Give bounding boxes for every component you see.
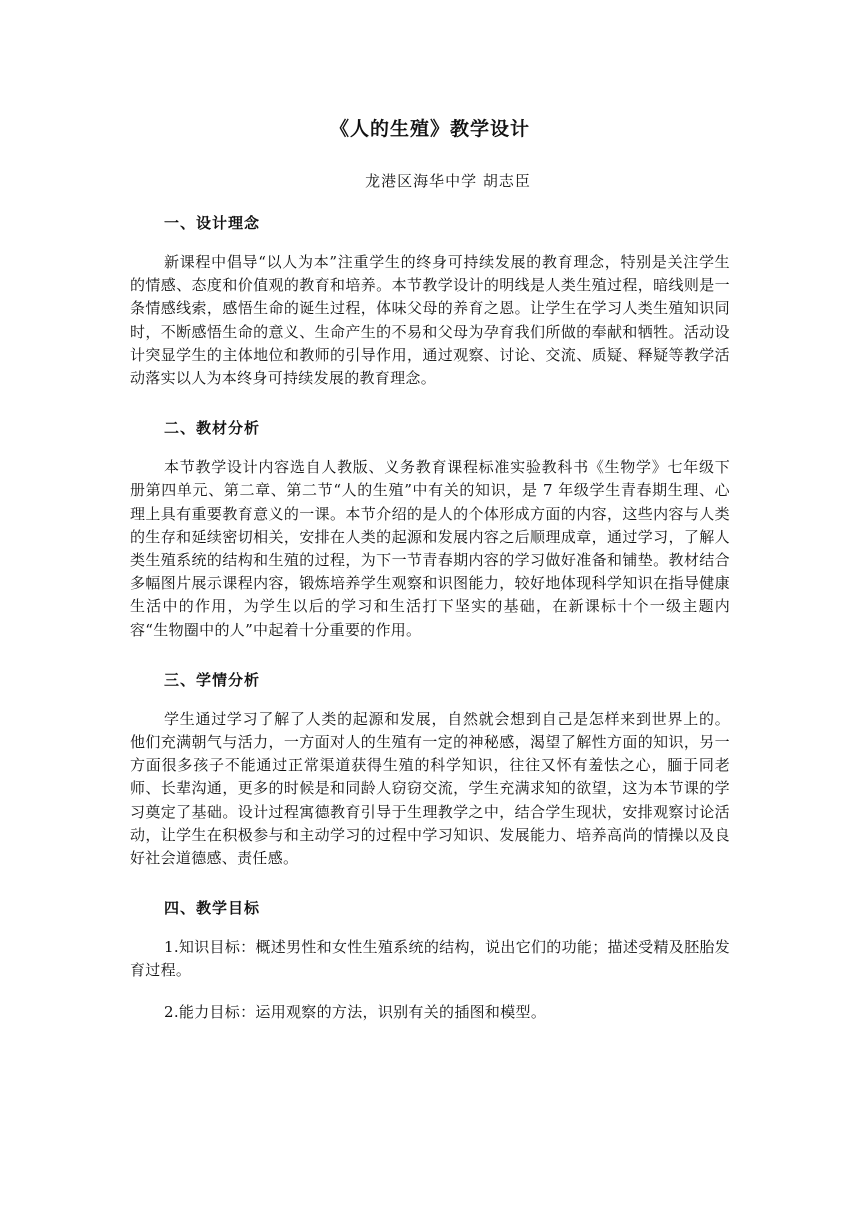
section-heading-design-concept: 一、设计理念 [164, 214, 261, 232]
section-paragraph: 学生通过学习了解了人类的起源和发展，自然就会想到自己是怎样来到世界上的。他们充满朝气与活力，一方面对人的生殖有一定的神秘感，渴望了解性方面的知识，另一方面很多孩子不能通过正常渠道获得生殖的科学知识，往往又怀有羞怯之心，腼于同老师、长辈沟通，更多的时候是和同龄人窃窃交流，学生充满求知的欲望，这为本节课的学习奠定了基础。设计过程寓德教育引导于生理教学之中，结合学生现状，安排观察讨论活动，让学生在积极参与和主动学习的过程中学习知识、发展能力、培养高尚的情操以及良好社会道德感、责任感。 [130, 709, 730, 868]
section-paragraph: 新课程中倡导“以人为本”注重学生的终身可持续发展的教育理念，特别是关注学生的情感、态度和价值观的教育和培养。本节教学设计的明线是人类生殖过程，暗线则是一条情感线索，感悟生命的诞生过程，体味父母的养育之恩。让学生在学习人类生殖知识同时，不断感悟生命的意义、生命产生的不易和父母为孕育我们所做的奉献和牺牲。活动设计突显学生的主体地位和教师的引导作用，通过观察、讨论、交流、质疑、释疑等教学活动落实以人为本终身可持续发展的教育理念。 [130, 253, 730, 388]
section-paragraph: 本节教学设计内容选自人教版、义务教育课程标准实验教科书《生物学》七年级下册第四单元、第二章、第二节“人的生殖”中有关的知识，是 7 年级学生青春期生理、心理上具有重要教育意义的一课。本节介绍的是人的个体形成方面的内容，这些内容与人类的生存和延续密切相关，安排在人类的起源和发展内容之后顺理成章，通过学习，了解人类生殖系统的结构和生殖的过程，为下一节青春期内容的学习做好准备和铺垫。教材结合多幅图片展示课程内容，锻炼培养学生观察和识图能力，较好地体现科学知识在指导健康生活中的作用，为学生以后的学习和生活打下坚实的基础，在新课标十个一级主题内容“生物圈中的人”中起着十分重要的作用。 [130, 458, 730, 639]
goal-paragraph-knowledge: 1.知识目标：概述男性和女性生殖系统的结构，说出它们的功能；描述受精及胚胎发育过程。 [130, 938, 730, 980]
section-heading-textbook-analysis: 二、教材分析 [164, 419, 261, 438]
goal-paragraph-ability: 2.能力目标：运用观察的方法，识别有关的插图和模型。 [164, 1002, 547, 1021]
section-heading-student-analysis: 三、学情分析 [164, 670, 261, 689]
document-author: 龙港区海华中学 胡志臣 [365, 172, 531, 190]
section-heading-teaching-goals: 四、教学目标 [164, 899, 261, 918]
document-title: 《人的生殖》教学设计 [329, 118, 530, 140]
document-body [130, 209, 730, 1042]
